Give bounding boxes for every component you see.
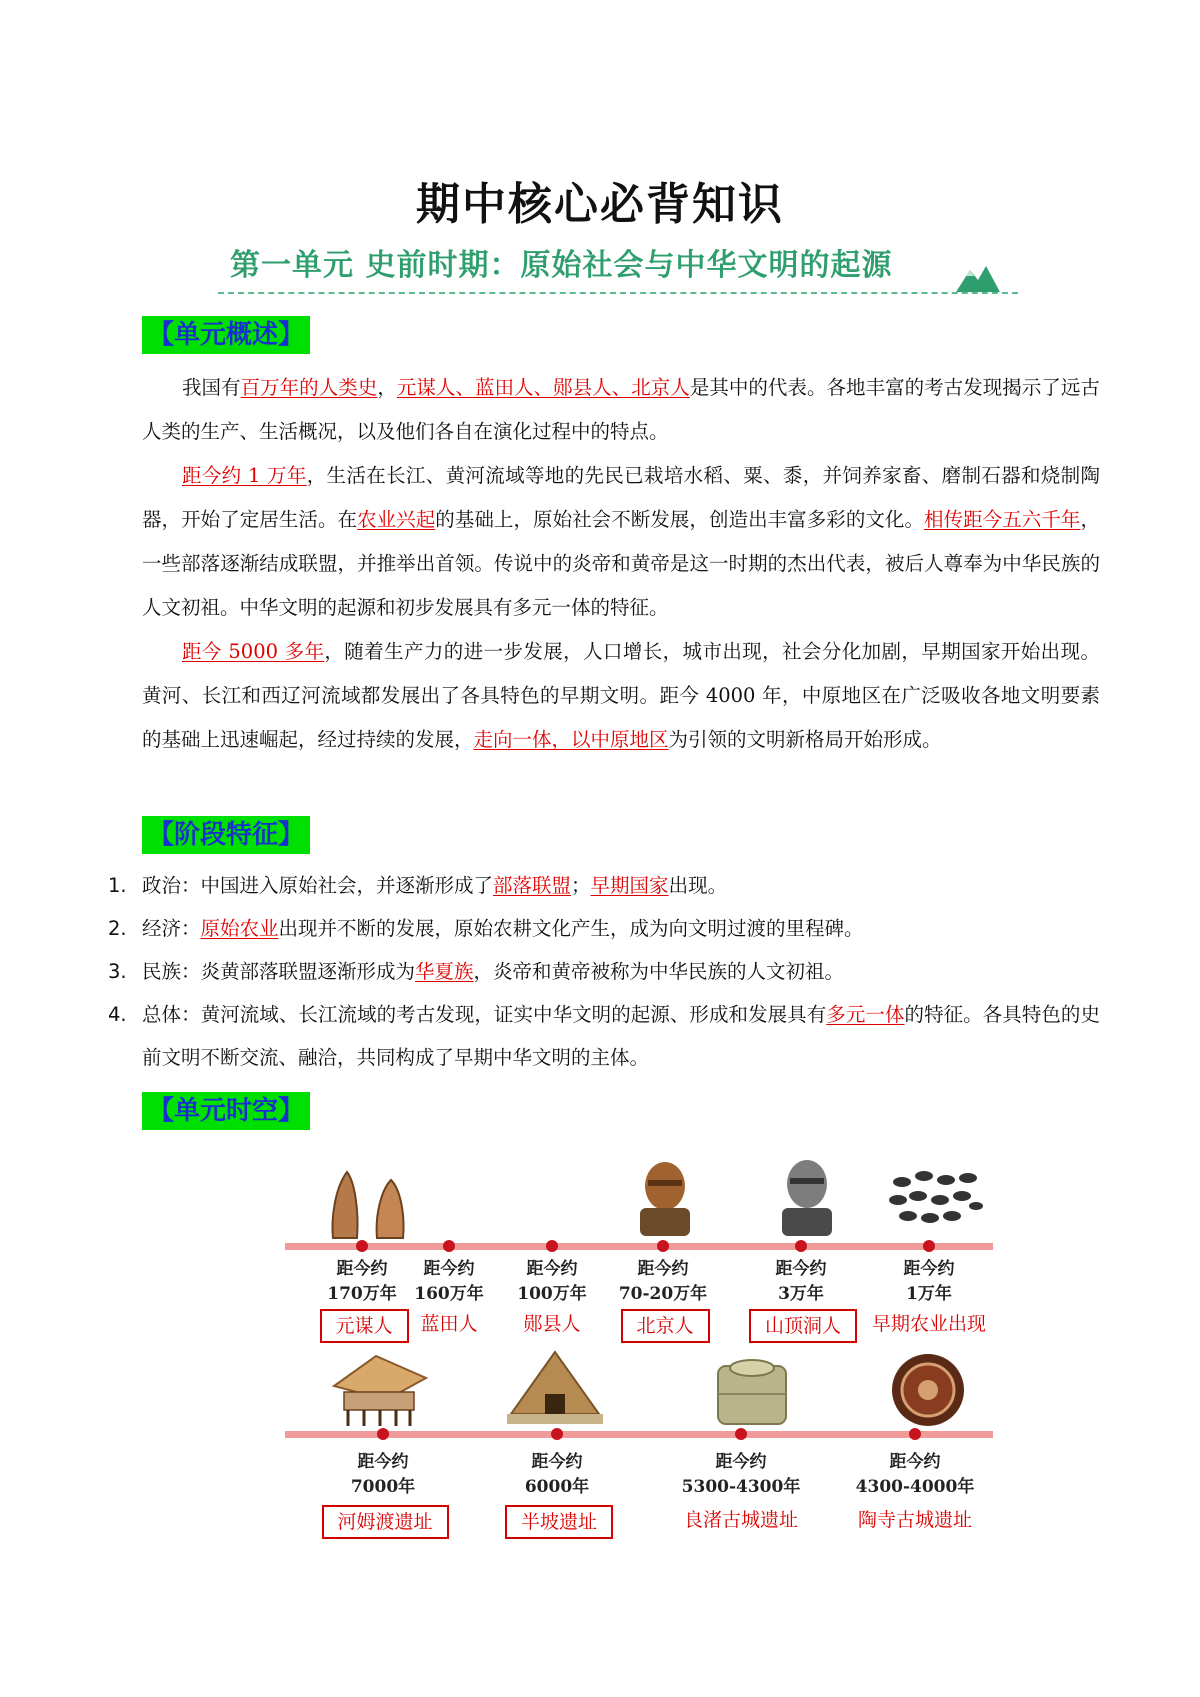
tooth-fossil-icon xyxy=(325,1168,415,1240)
page-title: 期中核心必背知识 xyxy=(416,179,784,230)
timeline-date: 距今约 3万年 xyxy=(775,1259,827,1304)
timeline-dot xyxy=(551,1428,563,1440)
timeline-dot xyxy=(443,1240,455,1252)
timeline-site-name: 半坡遗址 xyxy=(505,1505,613,1539)
timeline-date: 距今约 160万年 xyxy=(414,1259,484,1304)
overview-paragraph-2: 距今约 1 万年，生活在长江、黄河流域等地的先民已栽培水稻、粟、黍，并饲养家畜、磨制石器和烧制陶器，开始了定居生活。在农业兴起的基础上，原始社会不断发展，创造出丰富多彩的文化。相传距今五六千年，一些部落逐渐结成联盟，并推举出首领。传说中的炎帝和黄帝是这一时期的杰出代表，被后人尊奉为中华民族的人文初祖。中华文明的起源和初步发展具有多元一体的特征。 xyxy=(142,464,1100,619)
timeline-date: 距今约 170万年 xyxy=(327,1259,397,1304)
timeline-date: 距今约 7000年 xyxy=(350,1452,416,1497)
mountain-icon xyxy=(956,262,1000,292)
timeline-site-name: 陶寺古城遗址 xyxy=(857,1509,972,1531)
timeline-date: 距今约 1万年 xyxy=(903,1259,955,1304)
list-item: 3. 民族：炎黄部落联盟逐渐形成为华夏族，炎帝和黄帝被称为中华民族的人文初祖。 xyxy=(108,960,845,983)
list-item: 4. 总体：黄河流域、长江流域的考古发现，证实中华文明的起源、形成和发展具有多元一体的特征。各具特色的史前文明不断交流、融洽，共同构成了早期中华文明的主体。 xyxy=(108,1003,1100,1069)
timeline-site-name: 郧县人 xyxy=(523,1313,581,1335)
timeline-dot xyxy=(909,1428,921,1440)
upper-cave-man-bust-icon xyxy=(772,1158,842,1238)
peking-man-bust-icon xyxy=(630,1160,700,1238)
timeline-dot xyxy=(377,1428,389,1440)
timeline-site-name: 元谋人 xyxy=(320,1309,409,1343)
overview-paragraph-3: 距今 5000 多年，随着生产力的进一步发展，人口增长，城市出现，社会分化加剧，早期国家开始出现。黄河、长江和西辽河流域都发展出了各具特色的早期文明。距今 4000 年，中原地区在广泛吸收各地文明要素的基础上迅速崛起，经过持续的发展，走向一体，以中原地区为引领的文明新格局开始形成。 xyxy=(142,640,1100,751)
overview-paragraph-1: 我国有百万年的人类史，元谋人、蓝田人、郧县人、北京人是其中的代表。各地丰富的考古发现揭示了远古人类的生产、生活概况，以及他们各自在演化过程中的特点。 xyxy=(142,376,1100,443)
subtitle-divider xyxy=(218,292,1018,294)
timeline-dot xyxy=(356,1240,368,1252)
timeline-dot xyxy=(923,1240,935,1252)
grain-seeds-icon xyxy=(888,1166,984,1232)
timeline-site-name: 早期农业出现 xyxy=(871,1313,986,1335)
stilt-house-icon xyxy=(330,1352,430,1428)
section-heading-timeline: 【单元时空】 xyxy=(142,1092,310,1130)
timeline-date: 距今约 5300-4300年 xyxy=(681,1452,801,1497)
jade-cong-icon xyxy=(712,1356,792,1428)
timeline-bar-2 xyxy=(285,1431,993,1438)
timeline-dot xyxy=(546,1240,558,1252)
features-list xyxy=(108,864,1100,1079)
timeline-site-name: 山顶洞人 xyxy=(749,1309,857,1343)
timeline-bar-1 xyxy=(285,1243,993,1250)
list-item: 1. 政治：中国进入原始社会，并逐渐形成了部落联盟；早期国家出现。 xyxy=(108,874,728,897)
timeline-site-name: 良渚古城遗址 xyxy=(683,1509,798,1531)
timeline-date: 距今约 6000年 xyxy=(524,1452,590,1497)
banpo-hut-icon xyxy=(505,1350,605,1428)
timeline-site-name: 北京人 xyxy=(621,1309,710,1343)
section-heading-features: 【阶段特征】 xyxy=(142,816,310,854)
unit-subtitle: 第一单元 史前时期：原始社会与中华文明的起源 xyxy=(230,248,893,283)
timeline-date: 距今约 100万年 xyxy=(517,1259,587,1304)
timeline-site-name: 河姆渡遗址 xyxy=(322,1505,449,1539)
timeline-date: 距今约 4300-4000年 xyxy=(855,1452,975,1497)
section-heading-overview: 【单元概述】 xyxy=(142,316,310,354)
list-item: 2. 经济：原始农业出现并不断的发展，原始农耕文化产生，成为向文明过渡的里程碑。 xyxy=(108,917,864,940)
overview-text xyxy=(142,366,1100,762)
timeline-date: 距今约 70-20万年 xyxy=(618,1259,708,1304)
timeline-site-name: 蓝田人 xyxy=(420,1313,478,1335)
timeline-dot xyxy=(657,1240,669,1252)
timeline-dot xyxy=(795,1240,807,1252)
timeline-dot xyxy=(735,1428,747,1440)
painted-pottery-plate-icon xyxy=(888,1352,968,1428)
